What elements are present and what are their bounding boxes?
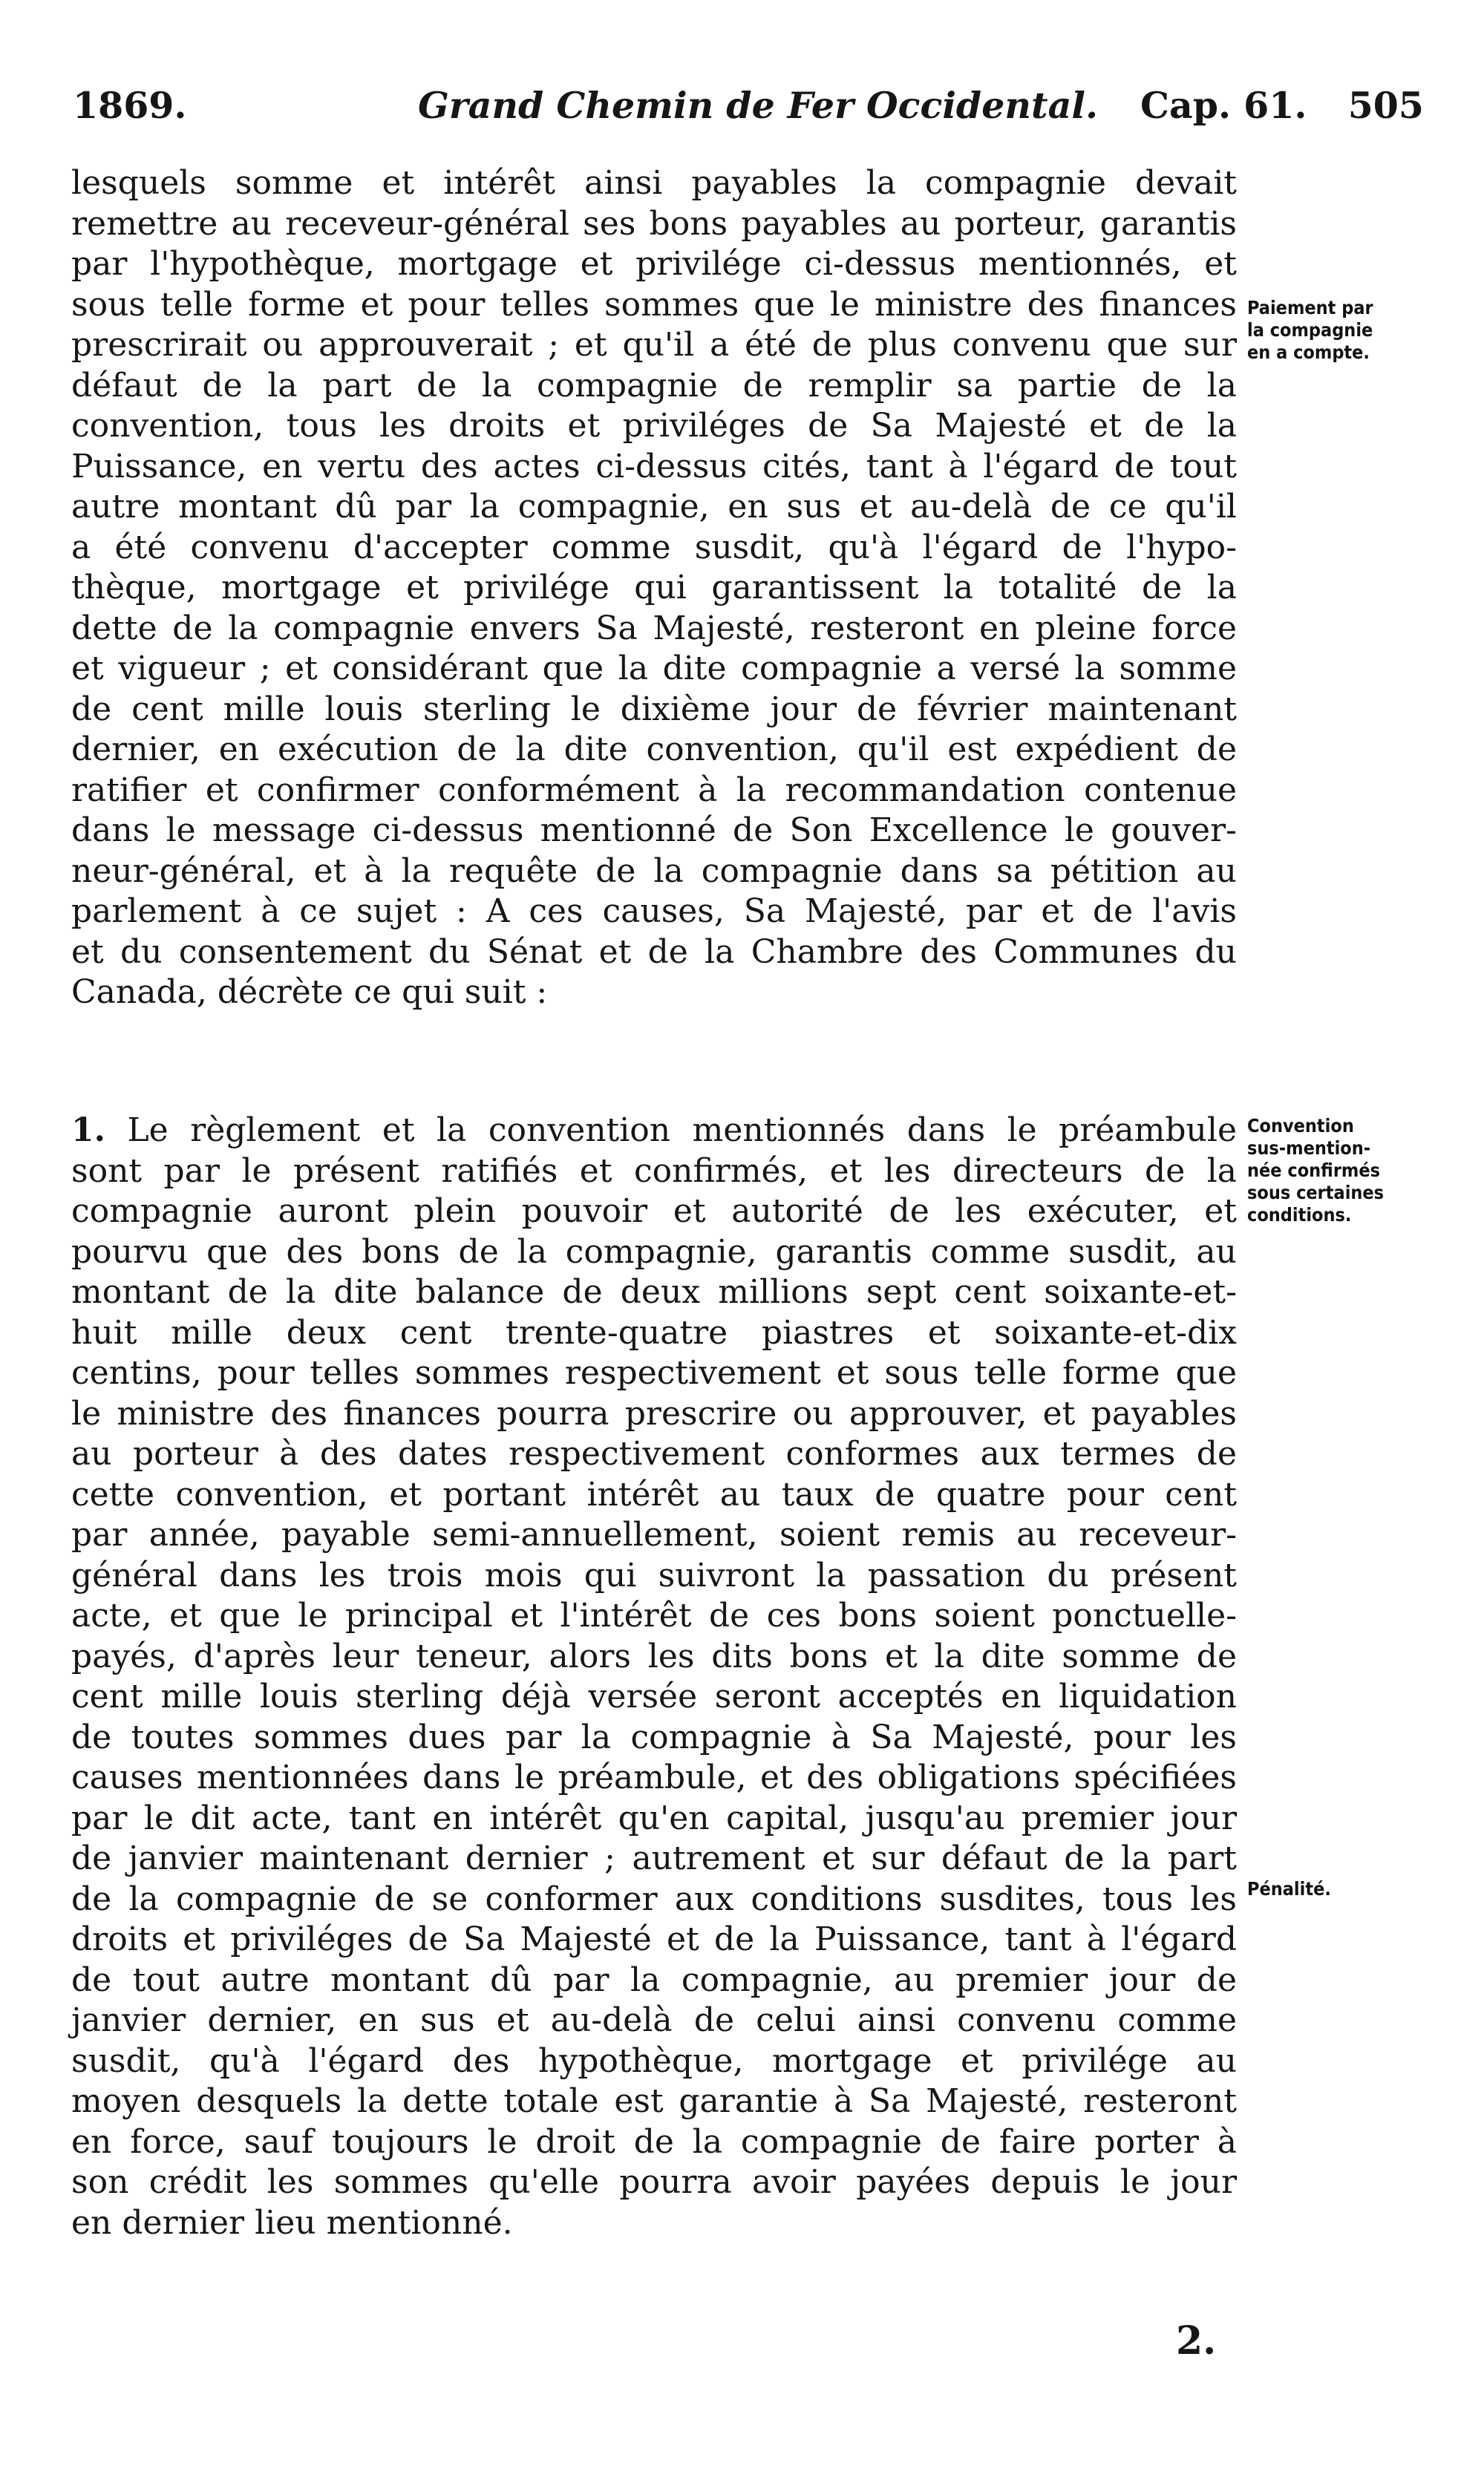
- marginal-note-line: sus-mention-: [1247, 1137, 1371, 1159]
- text-line: convention, tous les droits et priviléges de Sa Majesté et de la: [71, 407, 1237, 445]
- text-line: susdit, qu'à l'égard des hypothèque, mortgage et privilége au: [71, 2041, 1237, 2080]
- marginal-note-line: Convention: [1247, 1115, 1354, 1137]
- text-line: de tout autre montant dû par la compagnie, au premier jour de: [71, 1960, 1237, 1999]
- text-line: par l'hypothèque, mortgage et privilége ci-dessus mentionnés, et: [71, 245, 1237, 283]
- preamble-paragraph: [71, 163, 1237, 1013]
- marginal-note-payment: [1247, 297, 1425, 364]
- marginal-note-line: sous certaines: [1247, 1182, 1385, 1203]
- text-line: de la compagnie de se conformer aux conditions susdites, tous les: [71, 1880, 1237, 1918]
- text-line: Puissance, en vertu des actes ci-dessus cités, tant à l'égard de tout: [71, 447, 1237, 485]
- text-line: son crédit les sommes qu'elle pourra avoir payées depuis le jour: [71, 2163, 1237, 2201]
- text-line: remettre au receveur-général ses bons payables au porteur, garantis: [71, 204, 1237, 243]
- text-line: par année, payable semi-annuellement, soient remis au receveur-: [71, 1516, 1237, 1554]
- text-line: droits et priviléges de Sa Majesté et de la Puissance, tant à l'égard: [71, 1920, 1237, 1958]
- text-line: cent mille louis sterling déjà versée seront acceptés en liquidation: [71, 1678, 1237, 1716]
- text-line: et du consentement du Sénat et de la Chambre des Communes du: [71, 932, 1237, 971]
- text-line: sous telle forme et pour telles sommes que le ministre des finances: [71, 285, 1237, 324]
- text-line: payés, d'après leur teneur, alors les dits bons et la dite somme de: [71, 1637, 1237, 1675]
- text-line: thèque, mortgage et privilége qui garantissent la totalité de la: [71, 569, 1237, 606]
- text-line: montant de la dite balance de deux millions sept cent soixante-et-: [71, 1273, 1237, 1311]
- text-line: parlement à ce sujet : A ces causes, Sa Majesté, par et de l'avis: [71, 892, 1237, 930]
- text-line: de toutes sommes dues par la compagnie à Sa Majesté, pour les: [71, 1718, 1237, 1756]
- marginal-note-line: en a compte.: [1247, 341, 1370, 363]
- header-chapter: Cap. 61.: [1140, 84, 1307, 127]
- text-line: dernier, en exécution de la dite convention, qu'il est expédient de: [71, 730, 1237, 768]
- section-number: 1.: [71, 1111, 105, 1149]
- text-line: janvier dernier, en sus et au-delà de celui ainsi convenu comme: [71, 2001, 1237, 2039]
- section-1-paragraph: [71, 1111, 1237, 2243]
- marginal-note-line: conditions.: [1247, 1204, 1352, 1226]
- text-line: prescrirait ou approuverait ; et qu'il a été de plus convenu que sur: [71, 326, 1237, 364]
- text-line: pourvu que des bons de la compagnie, garantis comme susdit, au: [71, 1232, 1237, 1271]
- text-line: ratifier et confirmer conformément à la recommandation contenue: [71, 771, 1237, 809]
- text-line: dans le message ci-dessus mentionné de Son Excellence le gouver-: [71, 811, 1237, 849]
- text-line: en dernier lieu mentionné.: [71, 2203, 513, 2242]
- marginal-note-line: Pénalité.: [1247, 1878, 1331, 1900]
- text-line: centins, pour telles sommes respectivement et sous telle forme que: [71, 1354, 1237, 1392]
- text-line: dette de la compagnie envers Sa Majesté, resteront en pleine force: [71, 609, 1237, 647]
- marginal-note-line: la compagnie: [1247, 319, 1373, 341]
- text-line: compagnie auront plein pouvoir et autorité de les exécuter, et: [71, 1192, 1237, 1230]
- text-line: a été convenu d'accepter comme susdit, qu'à l'égard de l'hypo-: [71, 528, 1237, 566]
- marginal-note-line: née confirmés: [1247, 1160, 1381, 1181]
- text-line: acte, et que le principal et l'intérêt de ces bons soient ponctuelle-: [71, 1597, 1237, 1635]
- text-line: neur-général, et à la requête de la compagnie dans sa pétition au: [71, 851, 1237, 890]
- running-header: [73, 83, 1424, 128]
- text-line: huit mille deux cent trente-quatre piastres et soixante-et-dix: [71, 1313, 1237, 1352]
- text-line: autre montant dû par la compagnie, en sus et au-delà de ce qu'il: [71, 488, 1237, 526]
- text-line: au porteur à des dates respectivement conformes aux termes de: [71, 1435, 1237, 1473]
- section-1-first-line: [71, 1111, 1237, 1151]
- signature-mark: 2.: [1176, 2318, 1217, 2364]
- text-line: et vigueur ; et considérant que la dite compagnie a versé la somme: [71, 650, 1237, 687]
- text-line: le ministre des finances pourra prescrire ou approuver, et payables: [71, 1394, 1237, 1433]
- marginal-note-line: Paiement par: [1247, 297, 1373, 318]
- text-line: causes mentionnées dans le préambule, et des obligations spécifiées: [71, 1759, 1237, 1796]
- text-line: de cent mille louis sterling le dixième jour de février maintenant: [71, 690, 1237, 728]
- text-line: Le règlement et la convention mentionnés dans le préambule: [127, 1111, 1237, 1149]
- text-line: général dans les trois mois qui suivront la passation du présent: [71, 1556, 1237, 1595]
- text-line: Canada, décrète ce qui suit :: [71, 973, 548, 1011]
- text-line: lesquels somme et intérêt ainsi payables la compagnie devait: [71, 164, 1237, 202]
- marginal-note-penalty: [1247, 1878, 1425, 1900]
- page-number: 505: [1347, 84, 1424, 127]
- header-title: Grand Chemin de Fer Occidental.: [418, 84, 1099, 127]
- text-line: de janvier maintenant dernier ; autrement et sur défaut de la part: [71, 1839, 1237, 1877]
- text-line: moyen desquels la dette totale est garantie à Sa Majesté, resteront: [71, 2082, 1237, 2120]
- text-line: en force, sauf toujours le droit de la compagnie de faire porter à: [71, 2122, 1237, 2161]
- marginal-note-convention: [1247, 1115, 1425, 1226]
- text-line: défaut de la part de la compagnie de remplir sa partie de la: [71, 366, 1237, 405]
- text-line: par le dit acte, tant en intérêt qu'en capital, jusqu'au premier jour: [71, 1799, 1237, 1837]
- text-line: cette convention, et portant intérêt au taux de quatre pour cent: [71, 1475, 1237, 1514]
- header-year: 1869.: [73, 84, 187, 127]
- text-line: sont par le présent ratifiés et confirmés, et les directeurs de la: [71, 1151, 1237, 1190]
